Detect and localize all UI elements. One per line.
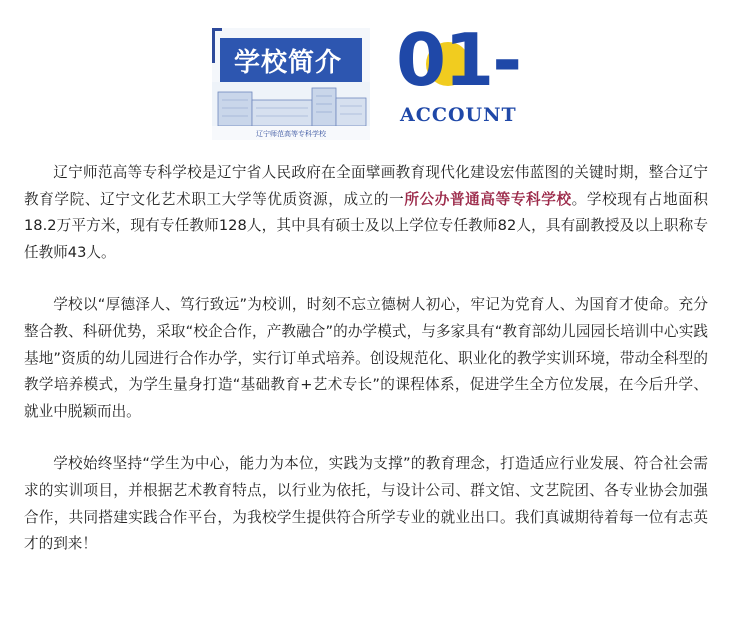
section-header xyxy=(0,0,730,150)
paragraph-intro-text-2: 。学校现有占地面积18.2万平方米，现有专任教师128人，其中具有硕士及以上学位专任教师82人，具有副教授及以上职称专任教师43人。 xyxy=(24,190,708,261)
section-title: 学校简介 xyxy=(234,48,343,78)
building-sign-text: 辽宁师范高等专科学校 xyxy=(256,130,326,138)
article-body xyxy=(24,160,708,584)
title-block xyxy=(212,28,370,140)
paragraph-intro-text: 辽宁师范高等专科学校是辽宁省人民政府在全面擘画教育现代化建设宏伟蓝图的关键时期，整合辽宁教育学院、辽宁文化艺术职工大学等优质资源，成立的一 xyxy=(24,164,708,208)
school-building-illustration xyxy=(212,82,370,140)
paragraph-intro xyxy=(24,160,708,266)
section-subtitle: ACCOUNT xyxy=(400,104,517,126)
highlight-school-type: 所公办普通高等专科学校 xyxy=(404,190,572,208)
section-number: 01- xyxy=(396,18,521,102)
paragraph-philosophy: 学校始终坚持“学生为中心，能力为本位，实践为支撑”的教育理念，打造适应行业发展、符合社会需求的实训项目，并根据艺术教育特点，以行业为依托，与设计公司、群文馆、文艺院团、各专业协会加强合作，共同搭建实践合作平台，为我校学生提供符合所学专业的就业出口。我们真诚期待着每一位有志英才的到来！ xyxy=(24,455,708,553)
title-box xyxy=(220,38,362,82)
paragraph-motto: 学校以“厚德泽人、笃行致远”为校训，时刻不忘立德树人初心，牢记为党育人、为国育才使命。充分整合教、科研优势，采取“校企合作，产教融合”的办学模式，与多家具有“教育部幼儿园园长培训中心实践基地”资质的幼儿园进行合作办学，实行订单式培养。创设规范化、职业化的教学实训环境，带动全科型的教学培养模式，为学生量身打造“基础教育+艺术专长”的课程体系，促进学生全方位发展，在今后升学、 就业中脱颖而出。 xyxy=(24,296,708,420)
